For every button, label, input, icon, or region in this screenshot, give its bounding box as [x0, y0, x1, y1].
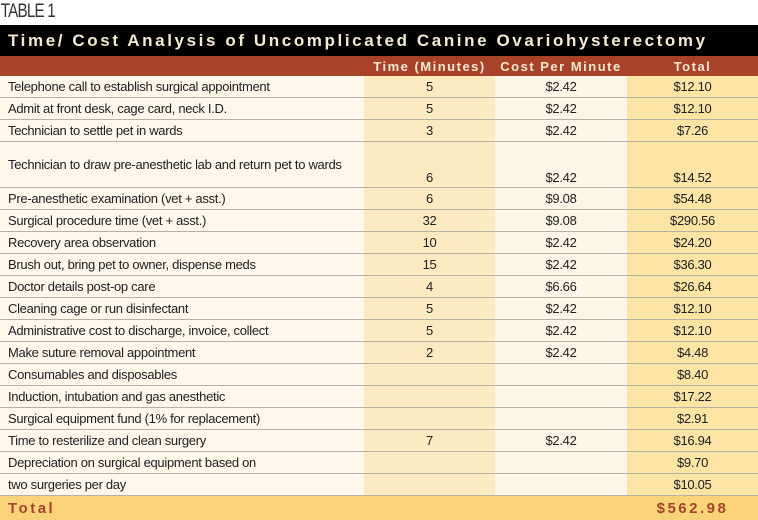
header-row — [0, 56, 758, 76]
row-item: Technician to settle pet in wards — [0, 120, 364, 142]
row-cost: $2.42 — [495, 142, 627, 188]
table-row — [0, 408, 758, 430]
row-cost — [495, 408, 627, 430]
row-time: 32 — [364, 210, 495, 232]
row-cost — [495, 386, 627, 408]
row-item: Doctor details post-op care — [0, 276, 364, 298]
row-time — [364, 452, 495, 474]
row-item: Surgical procedure time (vet + asst.) — [0, 210, 364, 232]
table-row — [0, 76, 758, 98]
row-time — [364, 408, 495, 430]
row-time: 5 — [364, 320, 495, 342]
row-total: $10.05 — [627, 474, 758, 496]
row-cost: $6.66 — [495, 276, 627, 298]
row-time: 15 — [364, 254, 495, 276]
row-time — [364, 474, 495, 496]
row-total: $24.20 — [627, 232, 758, 254]
row-total: $14.52 — [627, 142, 758, 188]
table-row — [0, 430, 758, 452]
row-item: Consumables and disposables — [0, 364, 364, 386]
row-time: 6 — [364, 142, 495, 188]
table-row — [0, 342, 758, 364]
total-value: $562.98 — [627, 496, 758, 520]
row-total: $8.40 — [627, 364, 758, 386]
header-item — [0, 56, 364, 76]
row-cost: $2.42 — [495, 430, 627, 452]
table-row — [0, 452, 758, 474]
row-time: 5 — [364, 98, 495, 120]
row-item: Induction, intubation and gas anesthetic — [0, 386, 364, 408]
header-cost: Cost Per Minute — [495, 56, 627, 76]
row-item: two surgeries per day — [0, 474, 364, 496]
total-time — [364, 496, 495, 520]
row-time: 7 — [364, 430, 495, 452]
row-item: Brush out, bring pet to owner, dispense meds — [0, 254, 364, 276]
table-caption: TABLE 1 — [0, 0, 606, 24]
row-total: $4.48 — [627, 342, 758, 364]
row-total: $12.10 — [627, 98, 758, 120]
row-item: Surgical equipment fund (1% for replacement) — [0, 408, 364, 430]
row-cost — [495, 452, 627, 474]
total-row — [0, 496, 758, 520]
table-title: Time/ Cost Analysis of Uncomplicated Canine Ovariohysterectomy — [0, 25, 758, 56]
row-total: $9.70 — [627, 452, 758, 474]
header-time: Time (Minutes) — [364, 56, 495, 76]
table-row — [0, 364, 758, 386]
row-cost: $2.42 — [495, 298, 627, 320]
table-row — [0, 120, 758, 142]
row-item: Depreciation on surgical equipment based on — [0, 452, 364, 474]
table-row — [0, 188, 758, 210]
row-total: $26.64 — [627, 276, 758, 298]
row-item: Pre-anesthetic examination (vet + asst.) — [0, 188, 364, 210]
row-total: $17.22 — [627, 386, 758, 408]
row-time: 3 — [364, 120, 495, 142]
total-cost — [495, 496, 627, 520]
table-row — [0, 386, 758, 408]
row-item: Cleaning cage or run disinfectant — [0, 298, 364, 320]
row-total: $36.30 — [627, 254, 758, 276]
row-cost: $2.42 — [495, 254, 627, 276]
row-time: 5 — [364, 298, 495, 320]
row-time: 2 — [364, 342, 495, 364]
row-cost: $2.42 — [495, 232, 627, 254]
table-row — [0, 320, 758, 342]
row-total: $54.48 — [627, 188, 758, 210]
row-cost: $2.42 — [495, 76, 627, 98]
row-item: Administrative cost to discharge, invoice, collect — [0, 320, 364, 342]
row-time: 10 — [364, 232, 495, 254]
row-cost: $2.42 — [495, 342, 627, 364]
row-item: Admit at front desk, cage card, neck I.D. — [0, 98, 364, 120]
cost-table — [0, 56, 758, 520]
table-row — [0, 98, 758, 120]
total-label: Total — [0, 496, 364, 520]
row-cost: $2.42 — [495, 98, 627, 120]
row-item: Make suture removal appointment — [0, 342, 364, 364]
row-item: Telephone call to establish surgical appointment — [0, 76, 364, 98]
row-time — [364, 364, 495, 386]
row-cost — [495, 474, 627, 496]
row-item: Technician to draw pre-anesthetic lab and return pet to wards — [0, 142, 364, 188]
row-cost — [495, 364, 627, 386]
table-row — [0, 474, 758, 496]
row-cost: $9.08 — [495, 188, 627, 210]
row-total: $12.10 — [627, 76, 758, 98]
row-total: $290.56 — [627, 210, 758, 232]
row-total: $7.26 — [627, 120, 758, 142]
table-row — [0, 298, 758, 320]
row-time: 5 — [364, 76, 495, 98]
row-item: Time to resterilize and clean surgery — [0, 430, 364, 452]
row-cost: $2.42 — [495, 320, 627, 342]
header-total: Total — [627, 56, 758, 76]
row-total: $2.91 — [627, 408, 758, 430]
table-row — [0, 142, 758, 188]
row-total: $16.94 — [627, 430, 758, 452]
table-row — [0, 210, 758, 232]
row-total: $12.10 — [627, 298, 758, 320]
row-time: 4 — [364, 276, 495, 298]
row-total: $12.10 — [627, 320, 758, 342]
row-time — [364, 386, 495, 408]
row-item: Recovery area observation — [0, 232, 364, 254]
table-row — [0, 232, 758, 254]
table-row — [0, 254, 758, 276]
row-cost: $2.42 — [495, 120, 627, 142]
row-cost: $9.08 — [495, 210, 627, 232]
table-row — [0, 276, 758, 298]
row-time: 6 — [364, 188, 495, 210]
